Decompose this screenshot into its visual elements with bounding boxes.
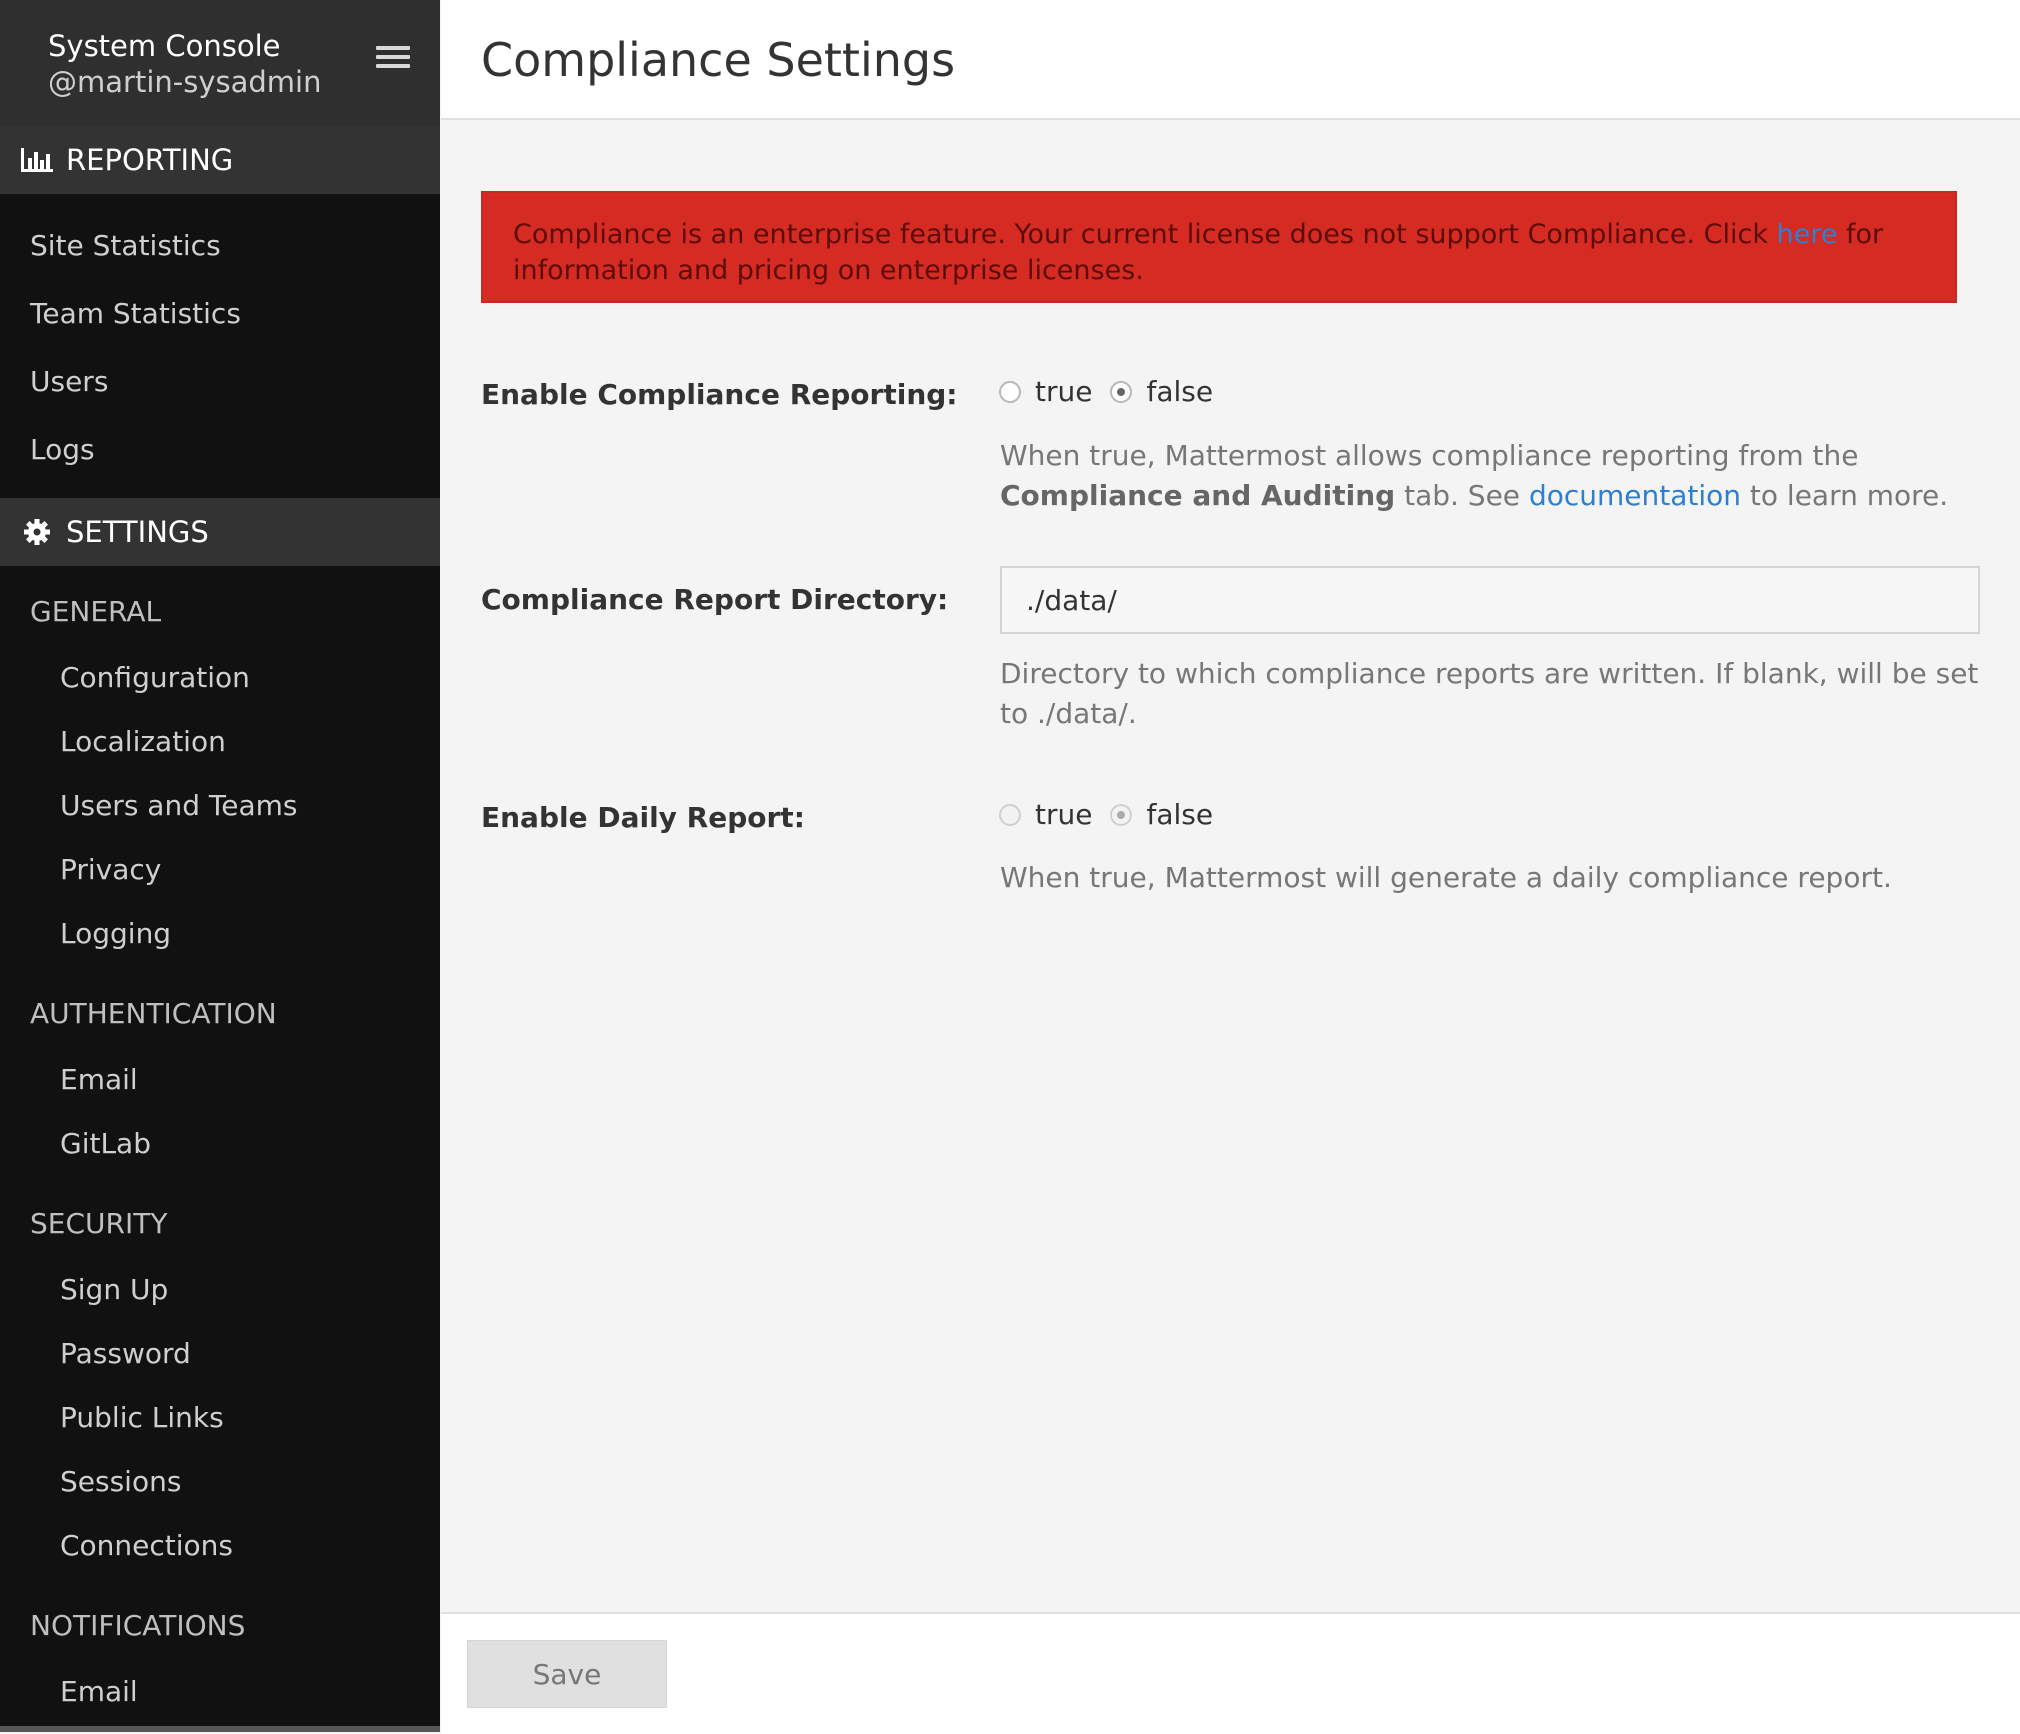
sidebar-item-site-statistics[interactable]: Site Statistics [30, 229, 221, 262]
report-directory-help: Directory to which compliance reports are written. If blank, will be set to ./data/. [1000, 657, 1979, 730]
compliance-reporting-false-label[interactable]: false [1146, 375, 1214, 408]
bar-chart-icon [20, 146, 54, 174]
compliance-reporting-help [1000, 436, 1980, 516]
daily-report-label: Enable Daily Report: [481, 801, 805, 834]
sidebar-item-team-statistics[interactable]: Team Statistics [30, 297, 241, 330]
sidebar-item-localization[interactable]: Localization [60, 725, 226, 758]
sidebar-group-notifications: NOTIFICATIONS [30, 1609, 246, 1642]
sidebar-item-logs[interactable]: Logs [30, 433, 95, 466]
daily-report-false-radio[interactable] [1110, 804, 1132, 826]
documentation-link[interactable]: documentation [1528, 479, 1742, 512]
help-text: to learn more. [1741, 479, 1949, 512]
compliance-reporting-false-radio[interactable] [1110, 381, 1132, 403]
alert-text-start: Compliance is an enterprise feature. Your current license does not support Compliance. Click [513, 219, 1777, 250]
daily-report-false-label[interactable]: false [1146, 798, 1214, 831]
compliance-reporting-true-label[interactable]: true [1035, 375, 1093, 408]
sidebar-item-password[interactable]: Password [60, 1337, 191, 1370]
report-directory-input[interactable] [1000, 566, 1980, 634]
reporting-label: REPORTING [66, 143, 234, 177]
sidebar-item-public-links[interactable]: Public Links [60, 1401, 224, 1434]
sidebar [0, 0, 440, 1732]
gear-icon [20, 518, 54, 546]
sidebar-item-sessions[interactable]: Sessions [60, 1465, 182, 1498]
sidebar-item-notification-email[interactable]: Email [60, 1675, 138, 1708]
sidebar-section-settings[interactable] [0, 498, 440, 566]
license-alert [481, 191, 1957, 303]
report-directory-label: Compliance Report Directory: [481, 583, 949, 616]
hamburger-menu-icon[interactable] [376, 46, 410, 70]
sidebar-group-authentication: AUTHENTICATION [30, 997, 277, 1030]
compliance-reporting-radio-group [999, 375, 1231, 415]
help-text: When true, Mattermost allows compliance reporting from the [1000, 439, 1859, 472]
compliance-reporting-label: Enable Compliance Reporting: [481, 378, 958, 411]
admin-footer [441, 1612, 2020, 1734]
sidebar-group-security: SECURITY [30, 1207, 168, 1240]
sidebar-item-auth-email[interactable]: Email [60, 1063, 138, 1096]
sidebar-item-configuration[interactable]: Configuration [60, 661, 250, 694]
daily-report-true-label[interactable]: true [1035, 798, 1093, 831]
sidebar-item-privacy[interactable]: Privacy [60, 853, 162, 886]
sidebar-item-logging[interactable]: Logging [60, 917, 172, 950]
sidebar-scroll-edge [0, 1726, 440, 1732]
sidebar-group-general: GENERAL [30, 595, 162, 628]
alert-text-end: for information and pricing on enterprise licenses. [513, 219, 1884, 286]
sidebar-item-users-and-teams[interactable]: Users and Teams [60, 789, 298, 822]
sidebar-header [0, 0, 440, 126]
compliance-reporting-true-radio[interactable] [999, 381, 1021, 403]
page-title: Compliance Settings [481, 33, 956, 87]
sidebar-item-sign-up[interactable]: Sign Up [60, 1273, 169, 1306]
help-text: tab. See [1395, 479, 1529, 512]
save-button[interactable]: Save [467, 1640, 667, 1708]
sidebar-section-reporting[interactable] [0, 126, 440, 194]
daily-report-help: When true, Mattermost will generate a daily compliance report. [1000, 861, 1892, 894]
page-header [441, 0, 2020, 120]
help-bold-text: Compliance and Auditing [1000, 479, 1396, 512]
sidebar-item-connections[interactable]: Connections [60, 1529, 234, 1562]
console-title: System Console [48, 29, 281, 63]
settings-label: SETTINGS [66, 515, 209, 549]
alert-here-link[interactable]: here [1776, 219, 1838, 250]
main-content [441, 0, 2020, 1732]
username: @martin-sysadmin [48, 65, 322, 99]
sidebar-item-users[interactable]: Users [30, 365, 109, 398]
sidebar-item-gitlab[interactable]: GitLab [60, 1127, 151, 1160]
daily-report-radio-group [999, 798, 1231, 838]
daily-report-true-radio[interactable] [999, 804, 1021, 826]
